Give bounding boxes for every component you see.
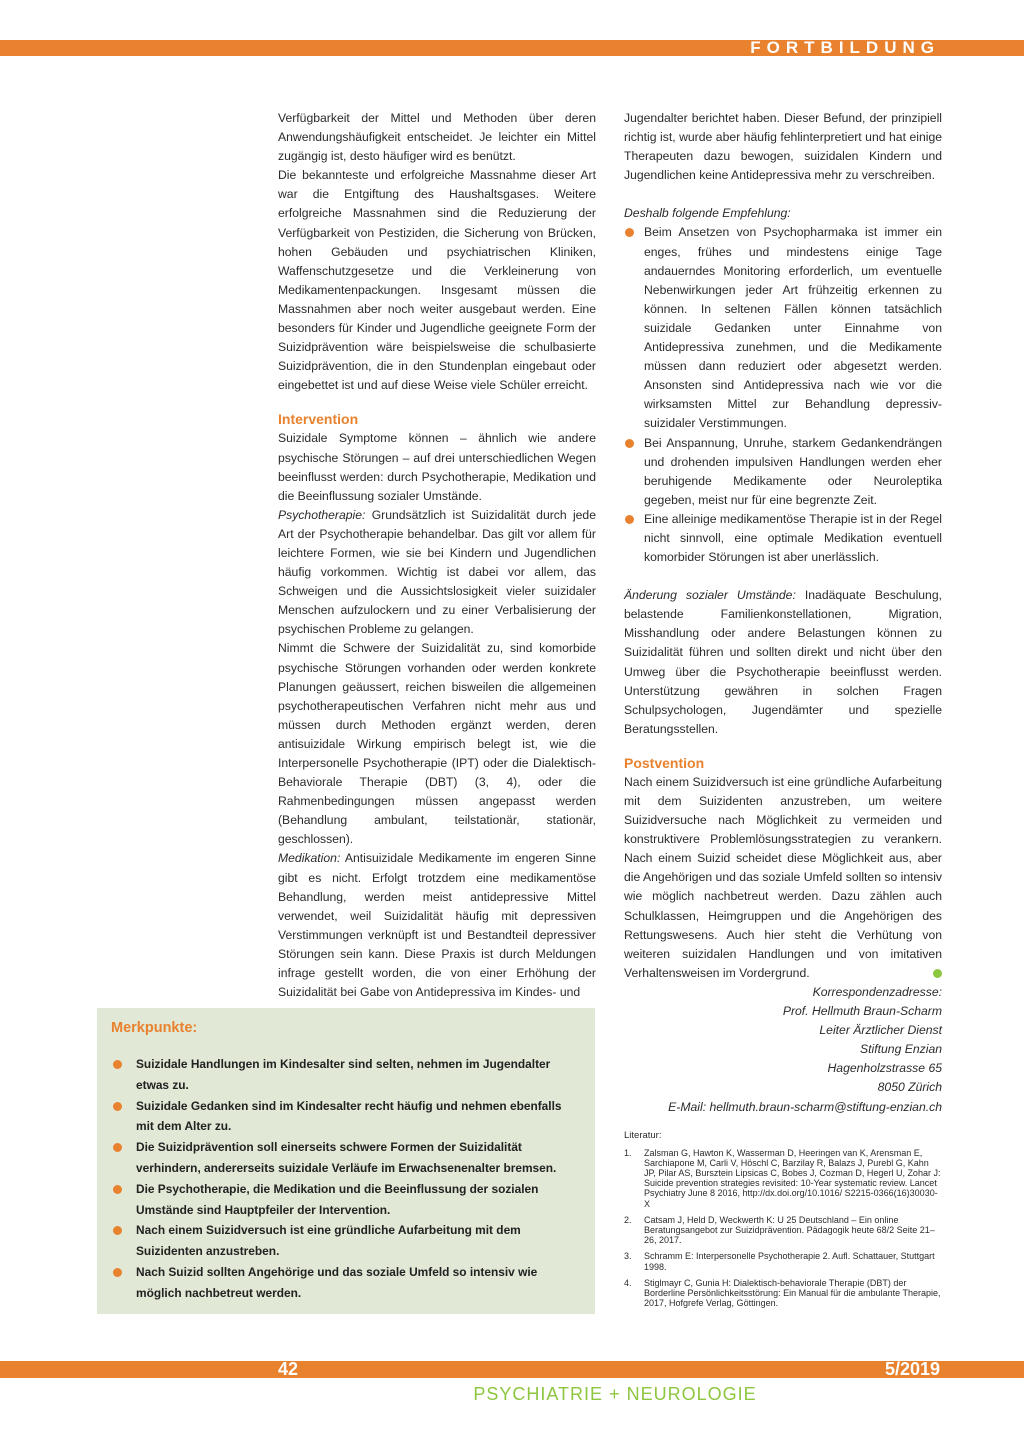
paragraph: Nimmt die Schwere der Suizidalität zu, sind komorbide psychische Störungen vorhanden oder werden konkrete Planungen geäussert, reichen bisweilen die allgemeinen psychotherapeutischen Verfahren nicht mehr aus und müssen durch Methoden ergänzt werden, deren antisuizidale Wirkung empirisch belegt ist, wie die Interpersonelle Psychotherapie (IPT) oder die Dialektisch-Behaviorale Therapie (DBT) (3, 4), oder die Rahmenbedingungen müssen angepasst werden (Behandlung ambulant, teilstationär, stationär, geschlossen).: [278, 641, 596, 847]
page-number: 42: [278, 1359, 299, 1379]
list-item-text: Die Psychotherapie, die Medikation und die Beeinflussung der sozialen Umstände sind Hauptpfeiler der Intervention.: [136, 1181, 539, 1217]
literature-number: 4.: [624, 1277, 632, 1288]
list-item-text: Eine alleinige medikamentöse Therapie ist in der Regel nicht sinnvoll, eine optimale Medikation eventuell komorbider Störungen ist aber unerlässlich.: [644, 511, 942, 565]
issue-label: 5/2019: [884, 1359, 940, 1379]
contact-street: Hagenholzstrasse 65: [827, 1061, 942, 1076]
paragraph: Jugendalter berichtet haben. Dieser Befund, der prinzipiell richtig ist, wurde aber häufig fehlinterpretiert und hat einige Therapeuten dazu bewogen, suizidalen Kindern und Jugendlichen keine Antidepressiva mehr zu verschreiben.: [624, 111, 942, 183]
key-points-box: [97, 1008, 595, 1314]
literature-item: [624, 1251, 942, 1271]
paragraph-text: Grundsätzlich ist Suizidalität durch jede Art der Psychotherapie behandelbar. Das gilt vor allem für leichtere Formen, wie sie bei Kindern und Jugendlichen häufig vorkommen. Wichtig ist dabei vor allem, das Schweigen und die Aussichtslosigkeit vieler suizidaler Menschen aufzulockern und zu einer Verbalisierung der psychischen Probleme zu gelangen.: [278, 507, 596, 637]
recommendation-list: [624, 223, 942, 567]
literature-number: 1.: [624, 1147, 632, 1158]
right-column: [624, 109, 942, 1314]
bullet-icon: [625, 439, 634, 448]
list-item: [111, 1262, 581, 1304]
paragraph: Die bekannteste und erfolgreiche Massnahme dieser Art war die Entgiftung des Haushaltsgases. Weitere erfolgreiche Massnahmen sind die Reduzierung der Verfügbarkeit von Pestiziden, die Sicherung von Brücken, hohen Gebäuden und psychiatrischen Kliniken, Waffenschutzgesetze und die Verkleinerung von Medikamentenpackungen. Insgesamt müssen die Massnahmen aber noch weiter ausgebaut werden. Eine besonders für Kinder und Jugendliche geeignete Form der Suizidprävention wäre beispielsweise die schulbasierte Suizidprävention, die in den Stundenplan eingebaut oder eingebettet ist und auf diese Weise viele Schüler erreicht.: [278, 168, 596, 393]
bullet-icon: [113, 1102, 122, 1111]
list-item-text: Die Suizidprävention soll einerseits schwere Formen der Suizidalität verhindern, andererseits suizidale Verläufe im Erwachsenenalter bremsen.: [136, 1140, 557, 1175]
literature-text: Schramm E: Interpersonelle Psychotherapie 2. Aufl. Schattauer, Stuttgart 1998.: [644, 1251, 935, 1272]
list-item-text: Nach Suizid sollten Angehörige und das soziale Umfeld so intensiv wie möglich nachbetreut werden.: [136, 1264, 538, 1300]
paragraph: [624, 773, 942, 983]
list-item-text: Suizidale Gedanken sind im Kindesalter recht häufig und nehmen ebenfalls mit dem Alter zu.: [136, 1098, 562, 1134]
bullet-icon: [113, 1185, 122, 1194]
label-psychotherapie: Psychotherapie:: [278, 507, 366, 522]
contact-city: 8050 Zürich: [877, 1080, 942, 1095]
bullet-icon: [625, 228, 634, 237]
key-points-list: [111, 1054, 581, 1304]
list-item: [111, 1054, 581, 1096]
left-column: [278, 109, 596, 1002]
section-label: FORTBILDUNG: [750, 38, 940, 57]
literature-item: [624, 1215, 942, 1246]
paragraph: Verfügbarkeit der Mittel und Methoden über deren Anwendungshäufigkeit entscheidet. Je leichter ein Mittel zugängig ist, desto häufiger wird es benützt.: [278, 111, 596, 164]
label-soziale-umstaende: Änderung sozialer Umstände:: [624, 588, 796, 603]
literature-text: Catsam J, Held D, Weckwerth K: U 25 Deutschland – Ein online Beratungsangebot zur Suizidprävention. Pädagogik heute 68/2 Seite 21–26, 2017.: [644, 1214, 935, 1246]
literature-list: [624, 1148, 942, 1309]
literature-title: Literatur:: [624, 1129, 662, 1141]
paragraph-text: Inadäquate Beschulung, belastende Familienkonstellationen, Migration, Misshandlung oder andere Belastungen können zu Suizidalität führen und sollten direkt und nicht über den Umweg über die Psychotherapie beeinflusst werden. Unterstützung gewähren in solchen Fragen Schulpsychologen, Jugendämter und spezielle Beratungsstellen.: [624, 588, 942, 736]
paragraph: [278, 849, 596, 1002]
contact-email[interactable]: E-Mail: hellmuth.braun-scharm@stiftung-enzian.ch: [668, 1099, 942, 1114]
bullet-icon: [113, 1268, 122, 1277]
literature-number: 3.: [624, 1251, 632, 1262]
end-mark-icon: [933, 969, 942, 978]
heading-postvention: Postvention: [624, 754, 705, 771]
list-item: [624, 434, 942, 510]
literature-item: [624, 1148, 942, 1209]
heading-intervention: Intervention: [278, 411, 359, 428]
bullet-icon: [113, 1226, 122, 1235]
list-item: [624, 510, 942, 567]
list-item: [111, 1220, 581, 1262]
recommendation-intro: Deshalb folgende Empfehlung:: [624, 206, 791, 221]
header-bar: [0, 40, 1024, 56]
paragraph: [624, 586, 942, 739]
literature-item: [624, 1278, 942, 1309]
list-item-text: Beim Ansetzen von Psychopharmaka ist immer ein enges, frühes und mindestens einige Tage andauerndes Monitoring erforderlich, um eventuelle Nebenwirkungen jeder Art frühzeitig erkennen zu können. In seltenen Fällen können tatsächlich suizidale Gedanken unter Einnahme von Antidepressiva zunehmen, und die Medikamente müssen dann reduziert oder abgesetzt werden. Ansonsten sind Antidepressiva nach wie vor die wirksamsten Mittel zur Behandlung depressiv-suizidaler Verstimmungen.: [644, 225, 942, 431]
label-medikation: Medikation:: [278, 851, 341, 866]
list-item-text: Bei Anspannung, Unruhe, starkem Gedankendrängen und drohenden impulsiven Handlungen werden eher beruhigende Medikamente oder Neuroleptika gegeben, meist nur für eine begrenzte Zeit.: [644, 435, 942, 507]
footer-bar: [0, 1361, 1024, 1378]
list-item: [111, 1096, 581, 1138]
list-item-text: Suizidale Handlungen im Kindesalter sind selten, nehmen im Jugendalter etwas zu.: [136, 1057, 551, 1092]
bullet-icon: [625, 515, 634, 524]
contact-name: Prof. Hellmuth Braun-Scharm: [782, 1004, 942, 1019]
list-item-text: Nach einem Suizidversuch ist eine gründliche Aufarbeitung mit dem Suizidenten anzustreben.: [136, 1223, 521, 1259]
contact-label: Korrespondenzadresse:: [812, 984, 942, 999]
paragraph-text: Antisuizidale Medikamente im engeren Sinne gibt es nicht. Erfolgt trotzdem eine medikamentöse Behandlung, werden meist antidepressive Mittel verwendet, weil Suizidalität häufig mit depressiven Verstimmungen verknüpft ist und Bestandteil depressiver Störungen sein kann. Diese Praxis ist durch Meldungen infrage gestellt worden, die von einer Erhöhung der Suizidalität bei Gabe von Antidepressiva im Kindes- und: [278, 851, 596, 1000]
literature-text: Stiglmayr C, Gunia H: Dialektisch-behaviorale Therapie (DBT) der Borderline Persönlichkeitsstörung: Ein Manual für die ambulante Therapie, 2017, Hofgrefe Verlag, Göttingen.: [644, 1277, 941, 1309]
contact-org: Stiftung Enzian: [860, 1042, 942, 1057]
literature-text: Zalsman G, Hawton K, Wasserman D, Heeringen van K, Arensman E, Sarchiapone M, Carli V, Höschl C, Barzilay R, Balazs J, Purebl G, Kahn JP, Pilar AS, Bursztein Lipsicas C, Bobes J, Cozman D, Hegerl U, Zohar J: Suicide prevention strategies revisited: 10-Year systematic review. Lancet Psychiatry June 8 2016, http://dx.doi.org/10.1016/ S2215-0366(16)30030-X: [644, 1147, 941, 1209]
journal-title: PSYCHIATRIE + NEUROLOGIE: [473, 1384, 757, 1404]
list-item: [624, 223, 942, 433]
paragraph: Suizidale Symptome können – ähnlich wie andere psychische Störungen – auf drei unterschiedlichen Wegen beeinflusst werden: durch Psychotherapie, Medikation und die Beeinflussung sozialer Umstände.: [278, 431, 596, 503]
paragraph: [278, 506, 596, 640]
list-item: [111, 1179, 581, 1221]
bullet-icon: [113, 1060, 122, 1069]
key-points-title: Merkpunkte:: [111, 1020, 198, 1036]
paragraph-text: Nach einem Suizidversuch ist eine gründliche Aufarbeitung mit dem Suizidenten anzustreben, um weitere Suizidversuche nach Möglichkeit zu vermeiden und konstruktivere Problemlösungsstrategien zu verankern. Nach einem Suizid scheidet diese Möglichkeit aus, aber die Angehörigen und das soziale Umfeld sollten so intensiv wie möglich nachbetreut werden. Dazu zählen auch Schulklassen, Heimgruppen und die Angehörigen des Rettungswesens. Auch hier steht die Verhütung von weiteren suizidalen Handlungen und von imitativen Verhaltensweisen im Vordergrund.: [624, 774, 942, 980]
literature-number: 2.: [624, 1214, 632, 1225]
contact-role: Leiter Ärztlicher Dienst: [819, 1023, 942, 1038]
contact-block: [624, 983, 942, 1117]
list-item: [111, 1137, 581, 1179]
bullet-icon: [113, 1143, 122, 1152]
